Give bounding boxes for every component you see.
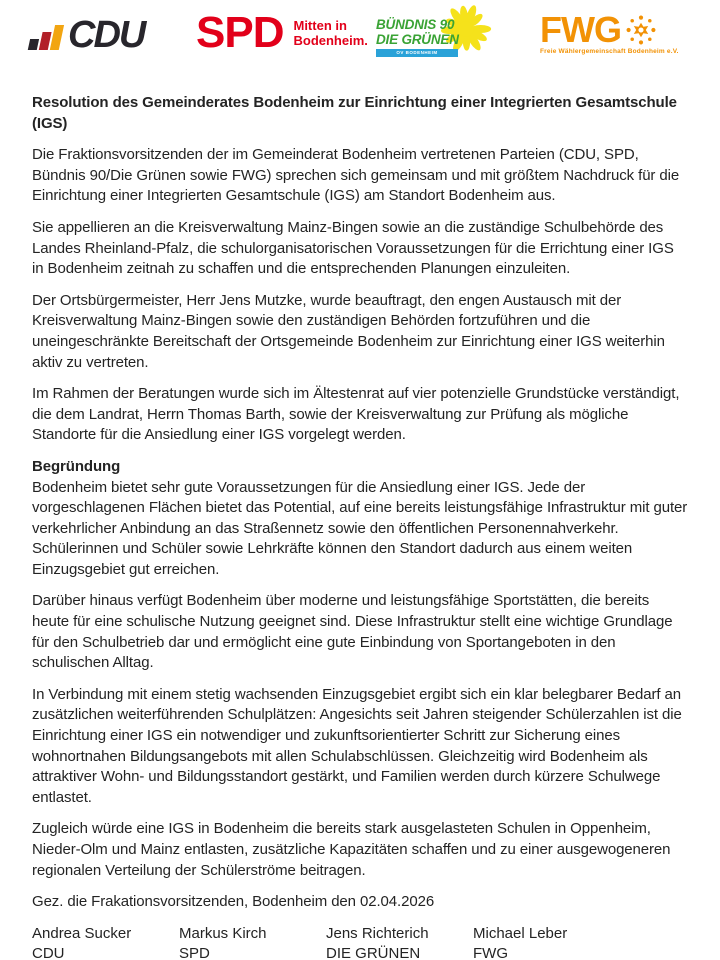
gruene-line2: DIE GRÜNEN: [376, 32, 459, 48]
signatory-party: CDU: [32, 944, 65, 960]
paragraph: In Verbindung mit einem stetig wachsenden Einzugsgebiet ergibt sich ein klar belegbarer Bedarf an zusätzlichen weiterführenden Schulplätzen: Angesichts seit Jahren steigender Schülerzahlen ist die Einrichtung einer IGS ein notwendiger und zukunftsorientierter Schritt zur Sicherung eines wohnortnahen Bildungsangebots mit allen Schulabschlüssen. Gleichzeitig wird Bodenheim als attraktiver Wohn- und Bildungsstandort gestärkt, und Familien werden durch kürzere Schulwege entlastet.: [32, 685, 682, 806]
signatory-party: DIE GRÜNEN: [326, 944, 421, 960]
party-logo-header: [0, 0, 720, 80]
paragraph: Bodenheim bietet sehr gute Voraussetzungen für die Ansiedlung einer IGS. Jede der vorgeschlagenen Flächen bietet das Potential, auf eine bereits leistungsfähige Infrastruktur mit guter verkehrlicher Anbindung an das Straßennetz sowie den öffentlichen Personennahverkehr. Schülerinnen und Schüler sowie Lehrkräfte können den Standort dadurch aus einem weiten Einzugsgebiet gut erreichen.: [32, 478, 688, 578]
spd-tagline-line1: Mitten in: [293, 17, 347, 33]
section-heading: Begründung: [32, 457, 121, 475]
gruene-logo: [376, 17, 506, 57]
paragraph: Der Ortsbürgermeister, Herr Jens Mutzke, wurde beauftragt, den engen Austausch mit der Kreisverwaltung Mainz-Bingen sowie den zuständigen Behörden fortzuführen und die uneingeschränkte Bereitschaft der Ortsgemeinde Bodenheim zur Einrichtung einer IGS weiterhin aktiv zu vertreten.: [32, 291, 665, 371]
paragraph: Die Fraktionsvorsitzenden der im Gemeinderat Bodenheim vertretenen Parteien (CDU, SPD, Bündnis 90/Die Grünen sowie FWG) sprechen sich gemeinsam und mit größtem Nachdruck für die Einrichtung einer Integrierten Gesamtschule (IGS) am Standort Bodenheim aus.: [32, 146, 680, 205]
signatory-name: Markus Kirch: [179, 924, 267, 942]
signatory-party: FWG: [473, 944, 508, 960]
fwg-subtitle: Freie Wählergemeinschaft Bodenheim e.V.: [540, 48, 679, 56]
paragraph: Im Rahmen der Beratungen wurde sich im Ältestenrat auf vier potenzielle Grundstücke verständigt, die dem Landrat, Herrn Thomas Barth, sowie der Kreisverwaltung zur Prüfung als mögliche Standorte für die Ansiedlung einer IGS vorgelegt werden.: [32, 385, 680, 444]
paragraph: Darüber hinaus verfügt Bodenheim über moderne und leistungsfähige Sportstätten, die bereits heute für eine schulische Nutzung geeignet sind. Diese Infrastruktur stellt eine wichtige Grundlage für den Schulbetrieb dar und ermöglicht eine gute Einbindung von Sportangeboten in den schulischen Alltag.: [32, 592, 673, 672]
signature-fwg: [473, 924, 620, 960]
spd-tagline-line2: Bodenheim.: [293, 32, 368, 48]
signatory-name: Jens Richterich: [326, 924, 429, 942]
fwg-wordmark: FWG: [540, 9, 621, 50]
cdu-wordmark: CDU: [68, 14, 145, 56]
signatory-party: SPD: [179, 944, 210, 960]
document-body: [32, 93, 688, 960]
fwg-gear-icon: [625, 14, 657, 46]
paragraph: Zugleich würde eine IGS in Bodenheim die bereits stark ausgelasteten Schulen in Oppenheim, Nieder-Olm und Mainz entlasten, zusätzliche Kapazitäten schaffen und zu einer ausgewogeneren regionalen Verteilung der Schülerströme beitragen.: [32, 820, 671, 879]
spd-wordmark: SPD: [196, 8, 284, 57]
signature-gruene: [326, 924, 473, 960]
cdu-logo: [30, 16, 144, 54]
cdu-bars-icon: [27, 25, 64, 54]
signature-cdu: [32, 924, 179, 960]
paragraph: Sie appellieren an die Kreisverwaltung Mainz-Bingen sowie an die zuständige Schulbehörde des Landes Rheinland-Pfalz, die schulorganisatorischen Voraussetzungen für die Errichtung einer IGS in Bodenheim zeitnah zu schaffen und die entsprechenden Planungen einzuleiten.: [32, 218, 674, 278]
document-title: Resolution des Gemeinderates Bodenheim zur Einrichtung einer Integrierten Gesamtschule (IGS): [32, 94, 677, 132]
signatory-name: Michael Leber: [473, 924, 568, 942]
signature-spd: [179, 924, 326, 960]
closing-line: Gez. die Frakationsvorsitzenden, Bodenheim den 02.04.2026: [32, 893, 435, 911]
signatory-name: Andrea Sucker: [32, 924, 132, 942]
spd-tagline: [293, 18, 367, 49]
gruene-wordmark: [376, 17, 506, 47]
signature-block: [32, 924, 688, 960]
gruene-local-banner: OV BODENHEIM: [376, 49, 458, 57]
fwg-logo: [540, 9, 679, 56]
gruene-line1: BÜNDNIS 90: [376, 17, 455, 32]
spd-logo: [196, 8, 368, 57]
